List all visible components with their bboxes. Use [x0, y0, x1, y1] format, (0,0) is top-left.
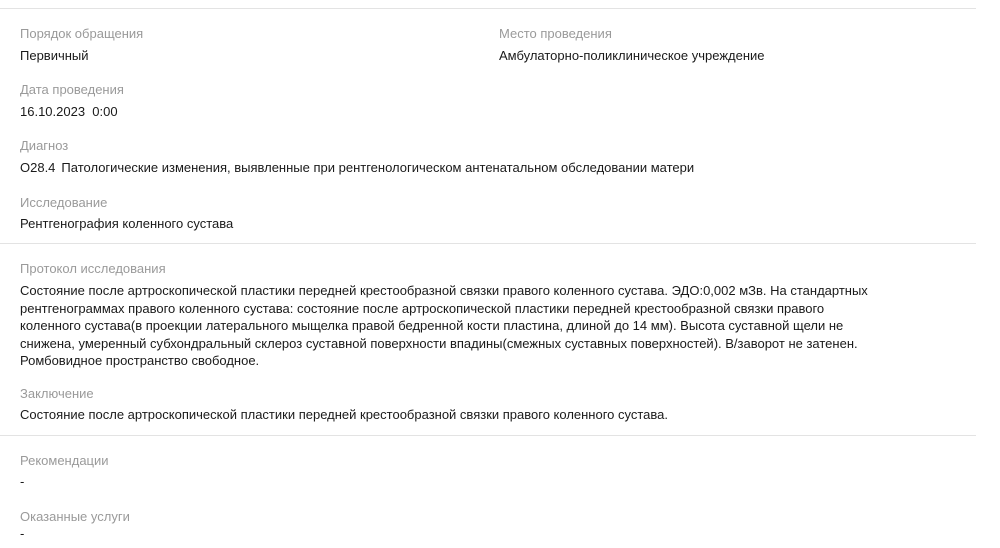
services-label: Оказанные услуги — [20, 509, 130, 524]
diagnosis-label: Диагноз — [20, 138, 69, 153]
top-divider — [0, 8, 976, 9]
recommendations-value: - — [20, 474, 25, 489]
study-label: Исследование — [20, 195, 108, 210]
conclusion-label: Заключение — [20, 386, 94, 401]
protocol-line: Ромбовидное пространство свободное. — [20, 353, 260, 368]
diagnosis-text: Патологические изменения, выявленные при рентгенологическом антенатальном обследовании матери — [61, 160, 695, 175]
date-label: Дата проведения — [20, 82, 124, 97]
protocol-line: коленного сустава(в проекции латерального мыщелка правой бедренной кости пластина, длиной до 14 мм). Высота суставной щели не — [20, 318, 844, 333]
conclusion-value: Состояние после артроскопической пластики передней крестообразной связки правого коленного сустава. — [20, 407, 669, 422]
services-value: - — [20, 526, 25, 541]
diagnosis-value — [20, 160, 694, 176]
protocol-line: рентгенограммах правого коленного сустава: состояние после артроскопической пластики передней крестообразной связки правого — [20, 300, 825, 316]
section-divider — [0, 243, 976, 244]
protocol-text — [20, 282, 970, 370]
location-label: Место проведения — [499, 26, 612, 41]
protocol-label: Протокол исследования — [20, 261, 166, 276]
protocol-line: Состояние после артроскопической пластики передней крестообразной связки правого коленного сустава. ЭДО:0,002 мЗв. На стандартных — [20, 283, 868, 298]
location-value: Амбулаторно-поликлиническое учреждение — [499, 48, 765, 63]
recommendations-label: Рекомендации — [20, 453, 109, 468]
diagnosis-code: O28.4 — [20, 160, 56, 175]
study-value: Рентгенография коленного сустава — [20, 216, 234, 231]
date-value: 16.10.2023 0:00 — [20, 104, 118, 119]
protocol-line: снижена, умеренный субхондральный склероз суставной поверхности впадины(смежных суставных поверхностей). В/заворот не затенен. — [20, 335, 858, 351]
visit-order-value: Первичный — [20, 48, 89, 63]
visit-order-label: Порядок обращения — [20, 26, 144, 41]
section-divider — [0, 435, 976, 436]
